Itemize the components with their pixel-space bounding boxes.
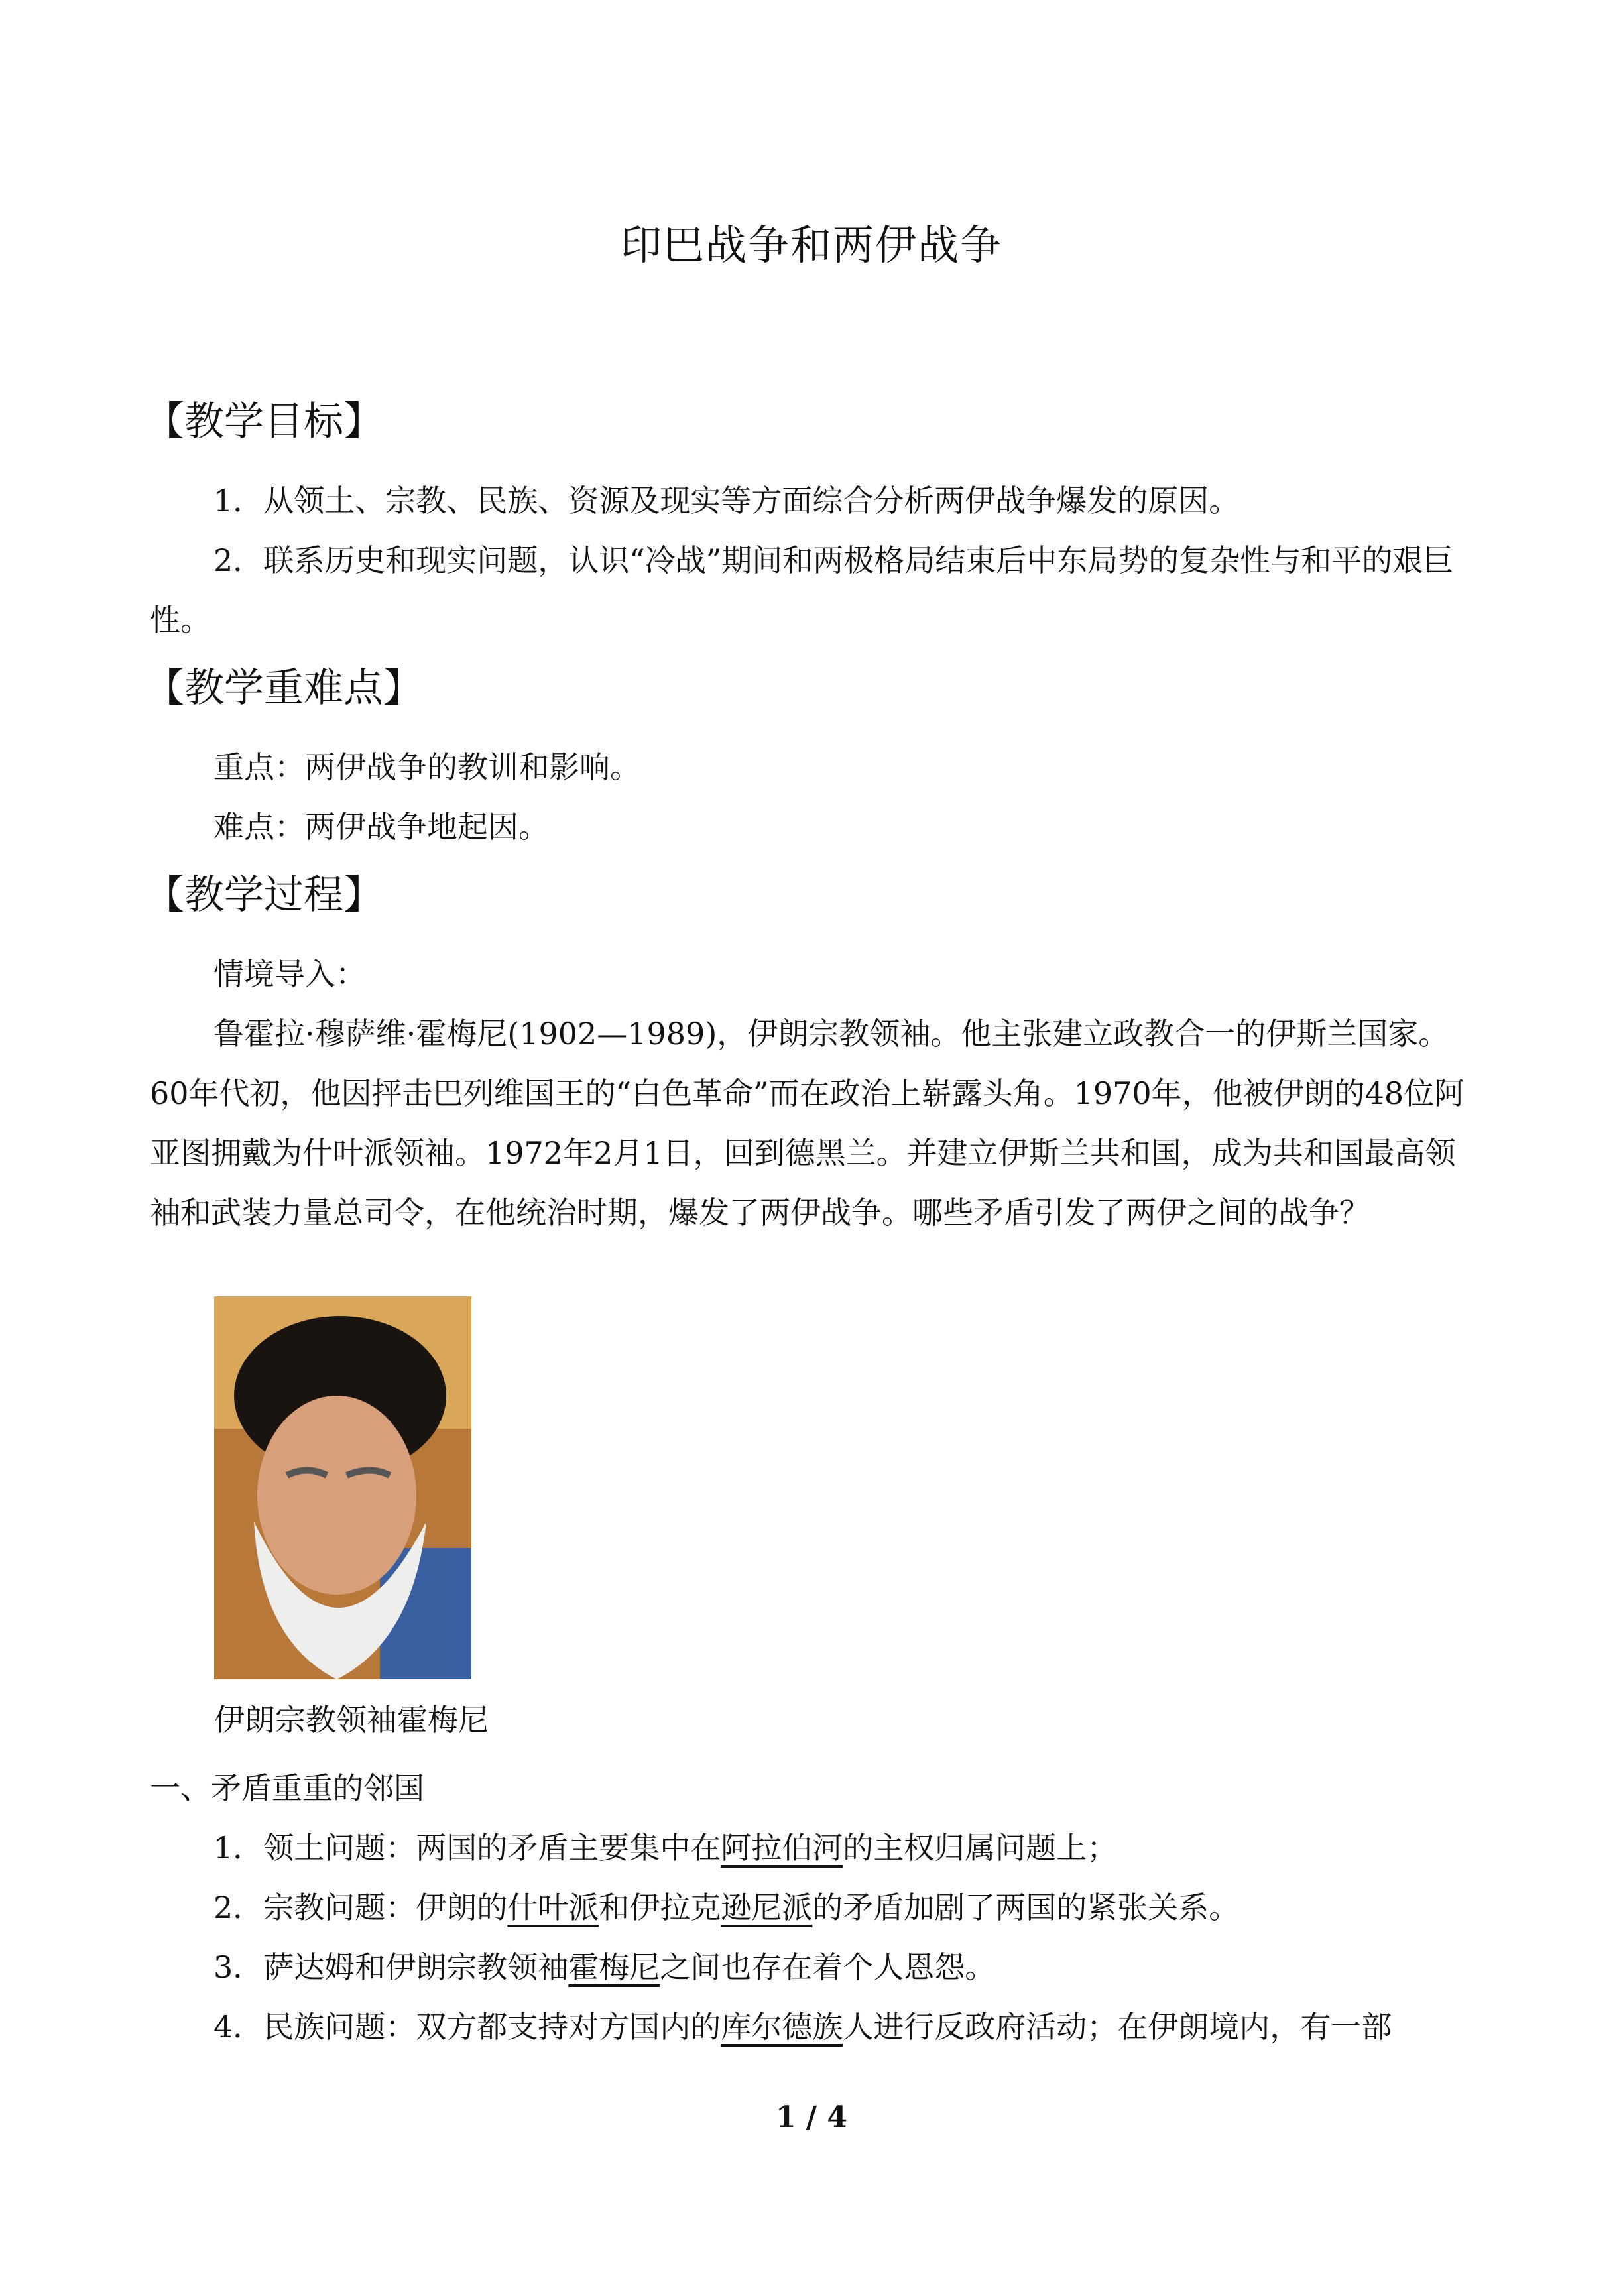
underlined-term-khomeini: 霍梅尼 [568,1949,660,1985]
key-point: 重点：两伊战争的教训和影响。 [213,749,640,785]
point-religion-mid: 和伊拉克 [599,1890,721,1925]
document-title: 印巴战争和两伊战争 [620,221,1002,269]
heading-objectives: 【教学目标】 [145,398,383,445]
objective-item-2: 2．联系历史和现实问题，认识“冷战”期间和两极格局结束后中东局势的复杂性与和平的艰巨性。 [150,542,1454,638]
intro-label: 情境导入： [213,956,366,992]
photo-caption: 伊朗宗教领袖霍梅尼 [214,1702,489,1738]
intro-text: 鲁霍拉·穆萨维·霍梅尼(1902—1989)，伊朗宗教领袖。他主张建立政教合一的伊斯兰国家。60年代初，他因抨击巴列维国王的“白色革命”而在政治上崭露头角。1970年，他被伊朗的48位阿亚图拥戴为什叶派领袖。1972年2月1日，回到德黑兰。并建立伊斯兰共和国，成为共和国最高领袖和武装力量总司令，在他统治时期，爆发了两伊战争。哪些矛盾引发了两伊之间的战争？ [150,1016,1465,1231]
underlined-term-sunni: 逊尼派 [721,1890,813,1925]
point-personal-pre: 3．萨达姆和伊朗宗教领袖 [213,1949,569,1985]
khomeini-photo [214,1296,471,1679]
point-ethnic [150,1997,1480,2057]
heading-process: 【教学过程】 [145,872,383,918]
point-territory-post: 的主权归属问题上； [843,1830,1118,1866]
objective-item-1: 1．从领土、宗教、民族、资源及现实等方面综合分析两伊战争爆发的原因。 [213,483,1240,518]
point-religion-pre: 2．宗教问题：伊朗的 [213,1890,508,1925]
point-territory-pre: 1．领土问题：两国的矛盾主要集中在 [213,1830,721,1866]
point-ethnic-pre: 4．民族问题：双方都支持对方国内的 [213,2009,721,2045]
point-personal [150,1937,1480,1997]
point-ethnic-post: 人进行反政府活动；在伊朗境内，有一部 [843,2009,1392,2045]
underlined-term-shia: 什叶派 [507,1890,599,1925]
underlined-term-arvand-rud: 阿拉伯河 [721,1830,843,1866]
portrait-illustration [214,1296,471,1679]
underlined-term-kurds: 库尔德族 [721,2009,843,2045]
part1-heading: 一、矛盾重重的邻国 [150,1770,424,1806]
heading-key-difficult: 【教学重难点】 [145,665,423,711]
point-personal-post: 之间也存在着个人恩怨。 [660,1949,996,1985]
point-religion-post: 的矛盾加剧了两国的紧张关系。 [812,1890,1240,1925]
point-religion [150,1878,1480,1937]
difficult-point: 难点：两伊战争地起因。 [213,809,549,845]
page-number: 1 / 4 [776,2100,847,2134]
point-territory [150,1818,1480,1878]
